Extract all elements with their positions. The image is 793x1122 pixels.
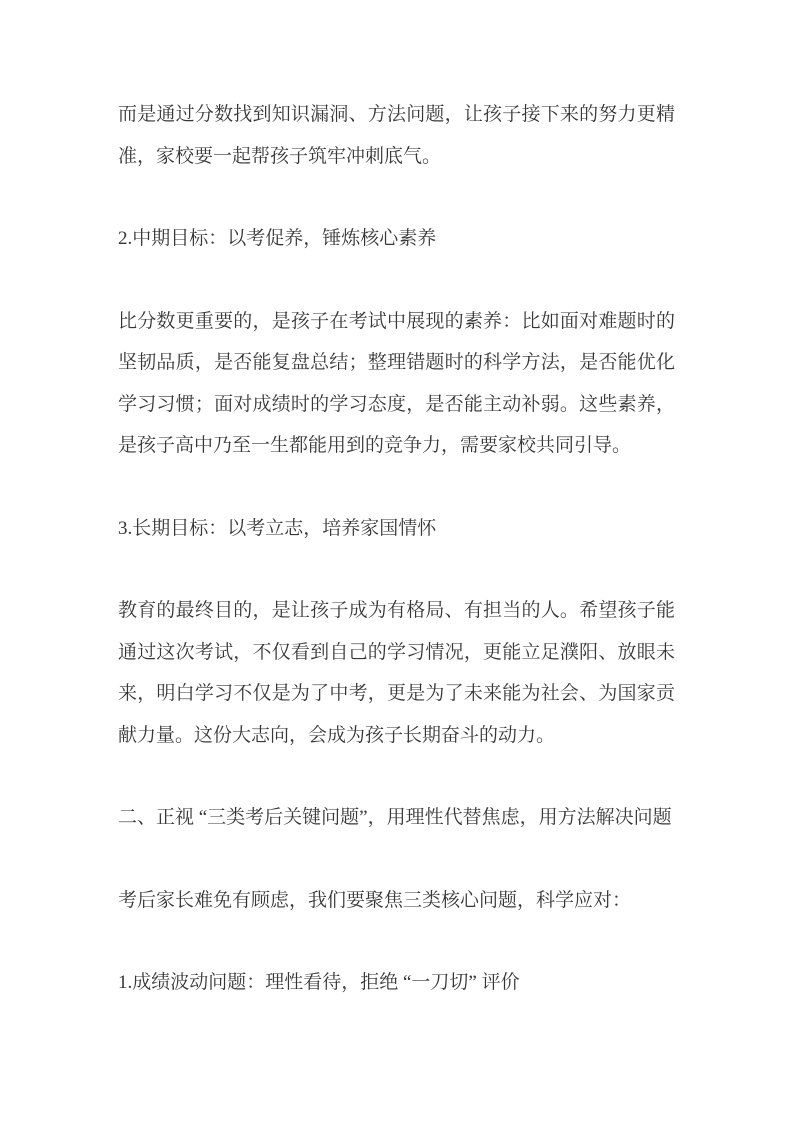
heading-paragraph: 二、正视 “三类考后关键问题”，用理性代替焦虑，用方法解决问题 <box>118 807 672 828</box>
heading-paragraph: 1.成绩波动问题：理性看待，拒绝 “一刀切” 评价 <box>118 972 520 993</box>
body-paragraph: 考后家长难免有顾虑，我们要聚焦三类核心问题，科学应对： <box>118 889 632 911</box>
heading-paragraph: 2.中期目标：以考促养，锤炼核心素养 <box>118 228 437 249</box>
body-paragraph: 而是通过分数找到知识漏洞、方法问题，让孩子接下来的努力更精准，家校要一起帮孩子筑牢冲刺底气。 <box>118 104 675 167</box>
heading-paragraph: 3.长期目标：以考立志，培养家国情怀 <box>118 517 437 539</box>
body-paragraph: 比分数更重要的，是孩子在考试中展现的素养：比如面对难题时的坚韧品质，是否能复盘总结；整理错题时的科学方法，是否能优化学习习惯；面对成绩时的学习态度，是否能主动补弱。这些素养，是孩子高中乃至一生都能用到的竞争力，需要家校共同引导。 <box>118 310 675 456</box>
body-paragraph: 教育的最终目的，是让孩子成为有格局、有担当的人。希望孩子能通过这次考试，不仅看到自己的学习情况，更能立足濮阳、放眼未来，明白学习不仅是为了中考，更是为了未来能为社会、为国家贡献力量。这份大志向，会成为孩子长期奋斗的动力。 <box>118 600 675 746</box>
